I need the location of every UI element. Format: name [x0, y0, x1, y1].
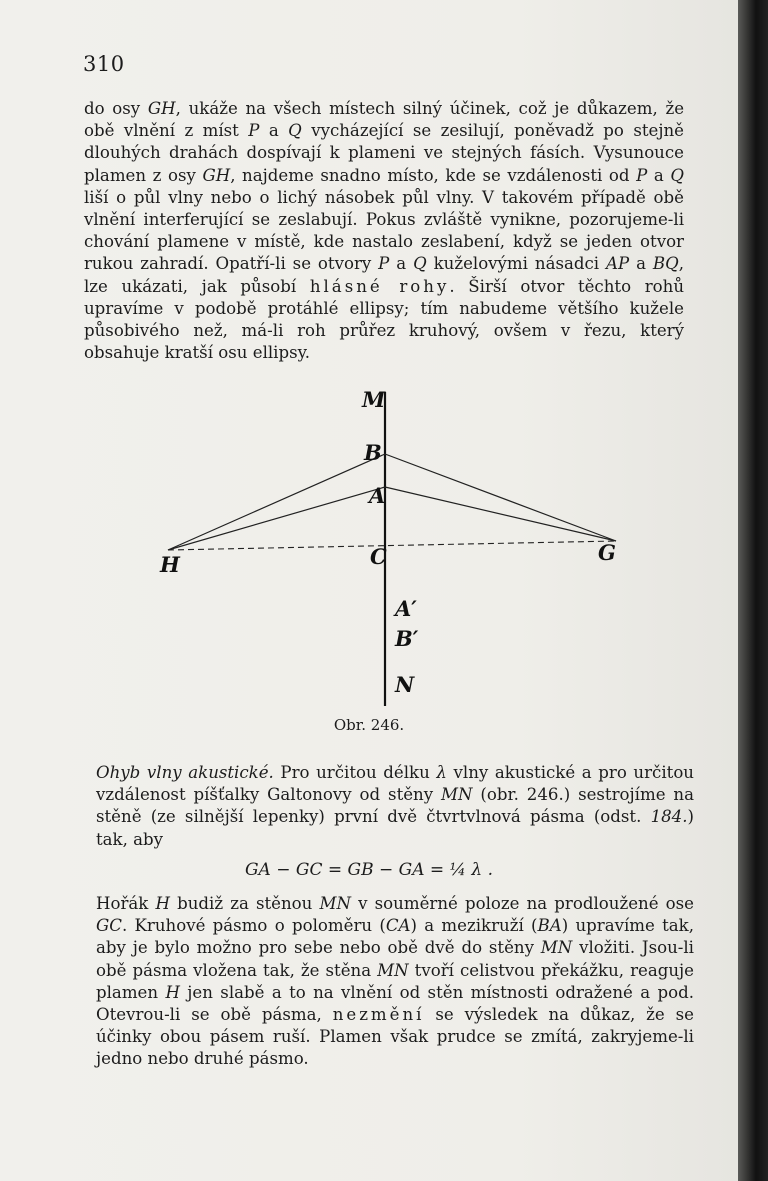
- line-a-g: [385, 487, 616, 541]
- line-h-b: [168, 454, 385, 550]
- figure-caption: Obr. 246.: [333, 716, 405, 734]
- axis-dashed-hg: [168, 541, 616, 550]
- label-a: A: [369, 483, 386, 508]
- paragraph-interference: do osy GH, ukáže na všech místech silný účinek, což je důkazem, že obě vlnění z míst P a Q vycházející se zesilují, poněvadž po stejně dlouhých drahách dospívají k plameni ve stejných fásích. Vysunouce plamen z osy GH, najdeme snadno místo, kde se vzdálenosti od P a Q liší o půl vlny nebo o lichý násobek půl vlny. V takovém případě obě vlnění interferující se zeslabují. Pokus zvláště vynikne, pozorujeme-li chování plamene v místě, kde nastalo zeslabení, když se jeden otvor rukou zahradí. Opatří-li se otvory P a Q kuželovými násadci AP a BQ, lze ukázati, jak působí hlásné rohy. Širší otvor těchto rohů upravíme v podobě protáhlé ellipsy; tím nabudeme většího kužele působivého než, má-li roh průřez kruhový, ovšem v řezu, který obsahuje kratší osu ellipsy.: [84, 99, 685, 363]
- paragraph-burner: Hořák H budiž za stěnou MN v souměrné poloze na prodloužené ose GC. Kruhové pásmo o poloměru (CA) a mezikruží (BA) upravíme tak, aby je bylo možno pro sebe nebo obě dvě do stěny MN vložiti. Jsou-li obě pásma vložena tak, že stěna MN tvoří celistvou překážku, reaguje plamen H jen slabě a to na vlnění od stěn místnosti odražené a pod. Otevrou-li se obě pásma, nezmění se výsledek na důkaz, že se účinky obou pásem ruší. Plamen však prudce se zmítá, zakryjeme-li jedno nebo druhé pásmo.: [96, 894, 695, 1069]
- formula-quarter-wave: GA − GC = GB − GA = ¼ λ .: [244, 860, 494, 880]
- label-a-prime: A′: [395, 596, 417, 621]
- label-g: G: [598, 540, 616, 565]
- label-c: C: [370, 544, 387, 569]
- figure-246-diagram: [0, 380, 738, 710]
- label-m: M: [362, 387, 386, 412]
- line-h-a: [168, 487, 385, 550]
- label-b-prime: B′: [395, 626, 419, 651]
- line-b-g: [385, 454, 616, 541]
- label-n: N: [395, 672, 415, 697]
- label-b: B: [364, 440, 382, 465]
- page-edge-shadow: [738, 0, 768, 1181]
- paragraph-diffraction: Ohyb vlny akustické. Pro určitou délku λ vlny akustické a pro určitou vzdálenost píšťalky Galtonovy od stěny MN (obr. 246.) sestrojíme na stěně (ze silnější lepenky) první dvě čtvrtvlnová pásma (odst. 184.) tak, aby: [96, 763, 694, 849]
- label-h: H: [160, 552, 180, 577]
- page-number: 310: [83, 52, 125, 76]
